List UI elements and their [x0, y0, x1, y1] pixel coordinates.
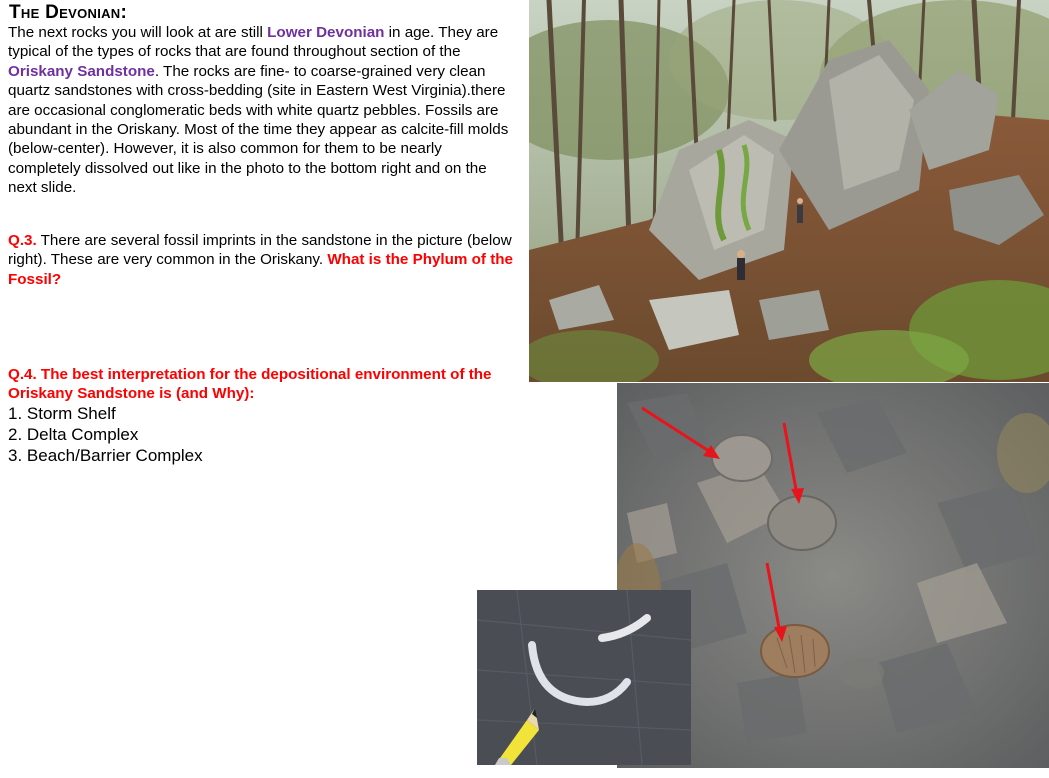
slide-title: The Devonian:	[9, 2, 128, 23]
question-4: Q.4. The best interpretation for the depositional environment of the Oriskany Sandstone is (and Why):	[8, 366, 492, 403]
lower-devonian-term: Lower Devonian	[267, 24, 385, 41]
option-delta-complex: 2. Delta Complex	[8, 425, 139, 444]
intro-text-1: The next rocks you will look at are still	[8, 24, 268, 41]
oriskany-sandstone-term: Oriskany Sandstone	[8, 62, 155, 80]
question-3	[8, 231, 518, 289]
answer-options	[8, 403, 203, 466]
option-beach-barrier: 3. Beach/Barrier Complex	[8, 446, 203, 465]
q3-label: Q.3.	[8, 232, 37, 249]
intro-paragraph	[8, 23, 518, 198]
intro-text-2: in age. They are typical of the types of rocks that are found throughout section of the	[8, 24, 499, 61]
outcrop-photo	[529, 0, 1049, 382]
intro-text-3: . The rocks are fine- to coarse-grained very clean quartz sandstones with cross-bedding (site in Eastern West Virginia).there are occasional conglomeratic beds with white quartz pebbles. Fossils are abundant in the Oriskany. Most of the time they appear as calcite-fill molds (below-center). However, it is also common for them to be nearly completely dissolved out like in the photo to the bottom right and on the next slide.	[8, 62, 509, 197]
calcite-molds-photo	[477, 590, 691, 765]
option-storm-shelf: 1. Storm Shelf	[8, 404, 116, 423]
q3-text: There are several fossil imprints in the sandstone in the picture (below right). These are very common in the Oriskany.	[8, 232, 512, 269]
q3-question: What is the Phylum of the Fossil?	[8, 251, 513, 288]
